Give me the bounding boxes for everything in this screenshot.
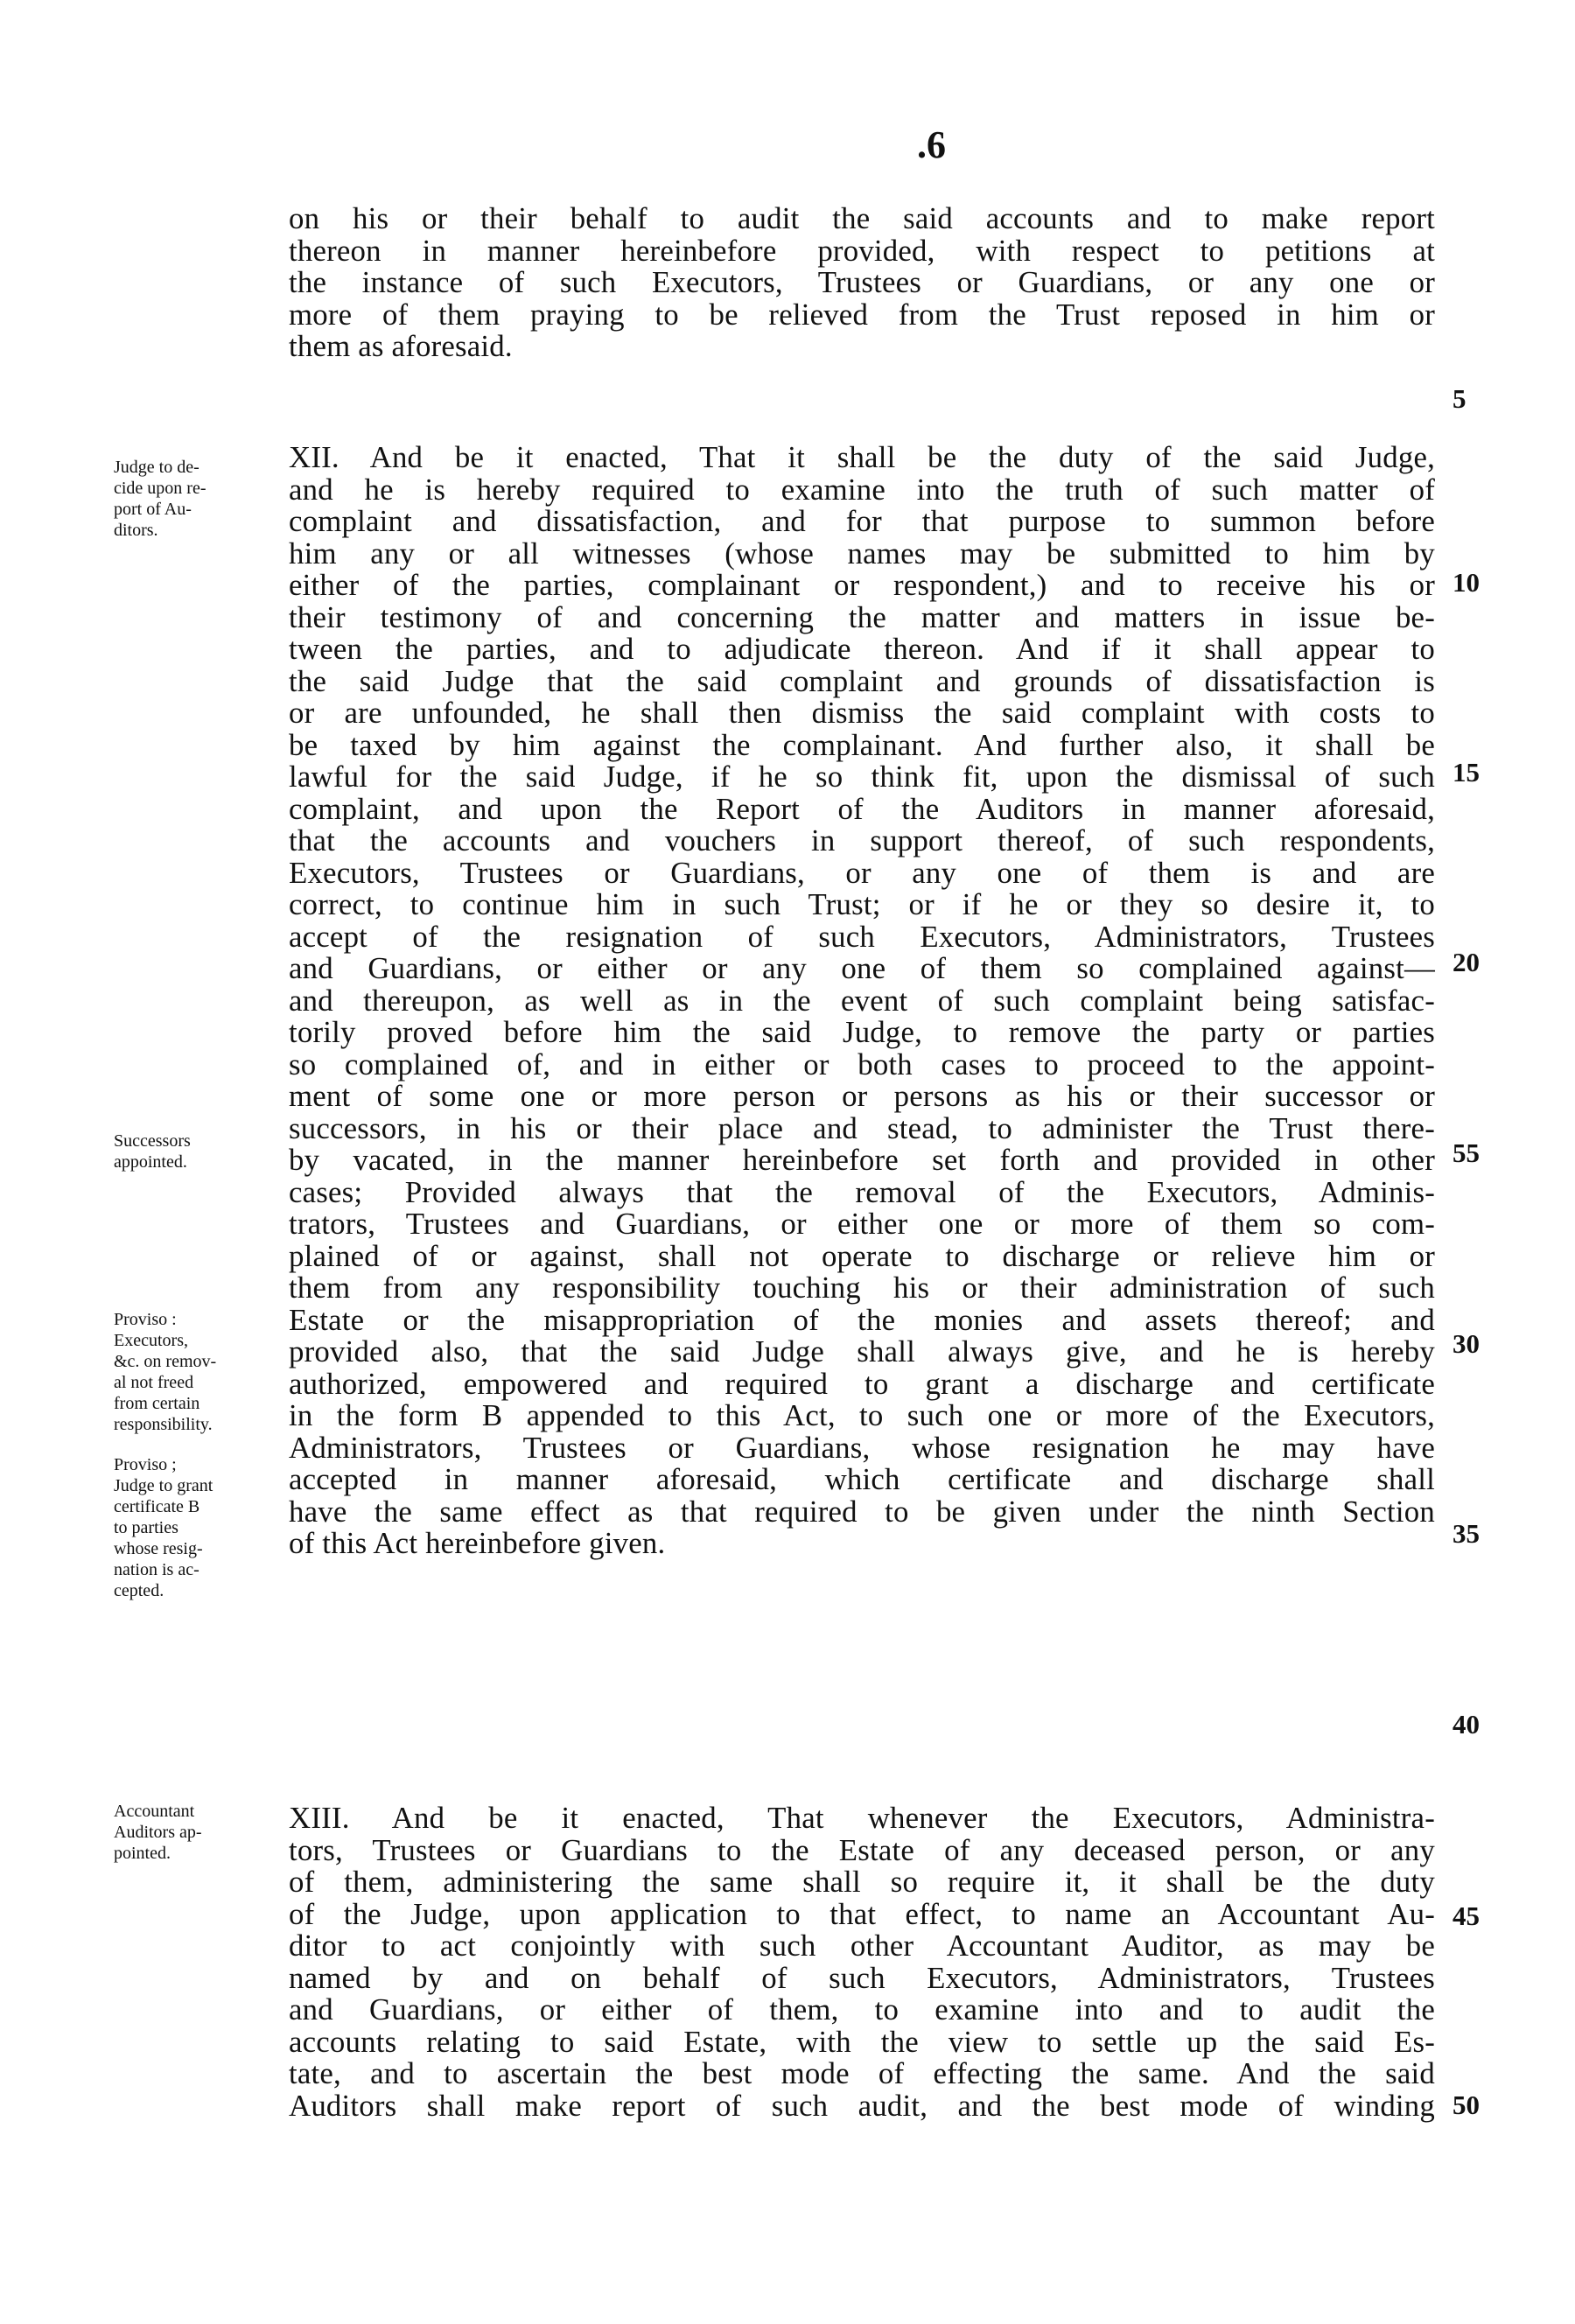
text-line: or are unfounded, he shall then dismiss the said complaint with costs to: [289, 696, 1435, 730]
side-note-proviso-certificate: [114, 1454, 293, 1601]
text-line: provided also, that the said Judge shall always give, and he is hereby: [289, 1334, 1435, 1368]
line-number: 45: [1452, 1900, 1480, 1931]
text-line: their testimony of and concerning the matter and matters in issue be-: [289, 599, 1435, 634]
side-note-line: appointed.: [114, 1152, 187, 1172]
text-line: complaint and dissatisfaction, and for that purpose to summon before: [289, 504, 1435, 538]
text-line: trators, Trustees and Guardians, or either one or more of them so com-: [289, 1207, 1435, 1241]
text-line: them from any responsibility touching his or their administration of such: [289, 1270, 1435, 1305]
text-line: the said Judge that the said complaint and grounds of dissatisfaction is: [289, 663, 1435, 698]
text-line: tween the parties, and to adjudicate thereon. And if it shall appear to: [289, 632, 1435, 666]
text-line: named by and on behalf of such Executors, Administrators, Trustees: [289, 1960, 1435, 1995]
line-number: 20: [1452, 947, 1480, 977]
side-note-accountant: [114, 1801, 293, 1864]
text-line: in the form B appended to this Act, to such one or more of the Executors,: [289, 1398, 1435, 1432]
side-note-line: port of Au-: [114, 500, 192, 519]
side-note-line: certificate B: [114, 1497, 200, 1516]
line-number: 10: [1452, 567, 1480, 598]
text-line: Administrators, Trustees or Guardians, whose resignation he may have: [289, 1430, 1435, 1465]
side-note-proviso-removal: [114, 1309, 293, 1435]
text-line: Auditors shall make report of such audit, and the best mode of winding: [289, 2088, 1435, 2123]
side-note-successors: [114, 1130, 293, 1172]
text-line: plained of or against, shall not operate to discharge or relieve him or: [289, 1238, 1435, 1273]
side-note-line: Judge to grant: [114, 1476, 214, 1495]
text-line: accepted in manner aforesaid, which certificate and discharge shall: [289, 1462, 1435, 1496]
text-line: accept of the resignation of such Executors, Administrators, Trustees: [289, 919, 1435, 954]
line-number: 55: [1452, 1138, 1480, 1168]
side-note-line: from certain: [114, 1394, 200, 1413]
text-line: successors, in his or their place and stead, to administer the Trust there-: [289, 1110, 1435, 1145]
text-line: so complained of, and in either or both cases to proceed to the appoint-: [289, 1046, 1435, 1082]
section-xii: [289, 442, 1435, 1560]
line-number: 35: [1452, 1518, 1480, 1549]
text-line: Executors, Trustees or Guardians, or any one of them is and are: [289, 855, 1435, 890]
paragraph-continuation: [289, 203, 1435, 363]
text-line: of this Act hereinbefore given.: [289, 1526, 666, 1560]
text-line: the instance of such Executors, Trustees or Guardians, or any one or: [289, 265, 1435, 299]
line-number: 5: [1452, 383, 1466, 414]
text-line: lawful for the said Judge, if he so think fit, upon the dismissal of such: [289, 760, 1435, 794]
text-line: have the same effect as that required to be given under the ninth Section: [289, 1494, 1435, 1529]
text-line: cases; Provided always that the removal of the Executors, Adminis-: [289, 1174, 1435, 1209]
text-line: Estate or the misappropriation of the monies and assets thereof; and: [289, 1302, 1435, 1337]
text-line: by vacated, in the manner hereinbefore set forth and provided in other: [289, 1143, 1435, 1177]
text-line: of the Judge, upon application to that effect, to name an Accountant Au-: [289, 1896, 1435, 1931]
side-note-line: ditors.: [114, 521, 158, 540]
text-line: ment of some one or more person or persons as his or their successor or: [289, 1079, 1435, 1113]
side-note-line: Proviso ;: [114, 1455, 177, 1474]
text-line: more of them praying to be relieved from the Trust reposed in him or: [289, 297, 1435, 332]
text-line: tate, and to ascertain the best mode of effecting the same. And the said: [289, 2056, 1435, 2090]
side-note-line: Auditors ap-: [114, 1823, 202, 1842]
text-line: tors, Trustees or Guardians to the Estate of any deceased person, or any: [289, 1832, 1435, 1867]
side-note-line: Executors,: [114, 1331, 188, 1350]
side-note-line: Proviso :: [114, 1310, 177, 1329]
text-line: correct, to continue him in such Trust; or if he or they so desire it, to: [289, 887, 1435, 921]
side-note-line: to parties: [114, 1518, 178, 1537]
text-line: and thereupon, as well as in the event of such complaint being satisfac-: [289, 983, 1435, 1018]
text-line: them as aforesaid.: [289, 329, 513, 363]
line-number: 15: [1452, 757, 1480, 788]
text-line: be taxed by him against the complainant. And further also, it shall be: [289, 727, 1435, 762]
text-line: and Guardians, or either of them, to examine into and to audit the: [289, 1992, 1435, 2026]
text-line: on his or their behalf to audit the said accounts and to make report: [289, 201, 1435, 235]
side-note-line: whose resig-: [114, 1539, 203, 1558]
side-note-line: nation is ac-: [114, 1560, 200, 1579]
side-note-judge-decide: [114, 457, 293, 541]
side-note-line: responsibility.: [114, 1415, 213, 1434]
side-note-line: pointed.: [114, 1844, 171, 1863]
side-note-line: al not freed: [114, 1373, 194, 1392]
text-line: and he is hereby required to examine into the truth of such matter of: [289, 472, 1435, 507]
text-line: complaint, and upon the Report of the Auditors in manner aforesaid,: [289, 791, 1435, 826]
text-line: of them, administering the same shall so require it, it shall be the duty: [289, 1865, 1435, 1899]
text-line: that the accounts and vouchers in support thereof, of such respondents,: [289, 823, 1435, 858]
text-line: XIII. And be it enacted, That whenever the Executors, Administra-: [289, 1801, 1435, 1835]
side-note-line: cide upon re-: [114, 479, 206, 498]
text-line: XII. And be it enacted, That it shall be the duty of the said Judge,: [289, 440, 1435, 474]
text-line: torily proved before him the said Judge, to remove the party or parties: [289, 1015, 1435, 1049]
side-note-line: cepted.: [114, 1581, 164, 1600]
line-number: 40: [1452, 1709, 1480, 1740]
text-line: either of the parties, complainant or respondent,) and to receive his or: [289, 568, 1435, 602]
text-line: authorized, empowered and required to grant a discharge and certificate: [289, 1366, 1435, 1401]
side-note-line: Accountant: [114, 1802, 195, 1821]
section-xiii: [289, 1802, 1435, 2122]
page-number: .6: [917, 123, 946, 166]
side-note-line: Successors: [114, 1131, 191, 1151]
text-line: and Guardians, or either or any one of them so complained against—: [289, 951, 1435, 985]
text-line: thereon in manner hereinbefore provided, with respect to petitions at: [289, 233, 1435, 268]
side-note-line: Judge to de-: [114, 458, 200, 477]
text-line: ditor to act conjointly with such other Accountant Auditor, as may be: [289, 1928, 1435, 1963]
text-line: him any or all witnesses (whose names may be submitted to him by: [289, 536, 1435, 570]
side-note-line: &c. on remov-: [114, 1352, 217, 1371]
line-number: 50: [1452, 2090, 1480, 2120]
text-line: accounts relating to said Estate, with the view to settle up the said Es-: [289, 2024, 1435, 2059]
line-number: 30: [1452, 1328, 1480, 1359]
